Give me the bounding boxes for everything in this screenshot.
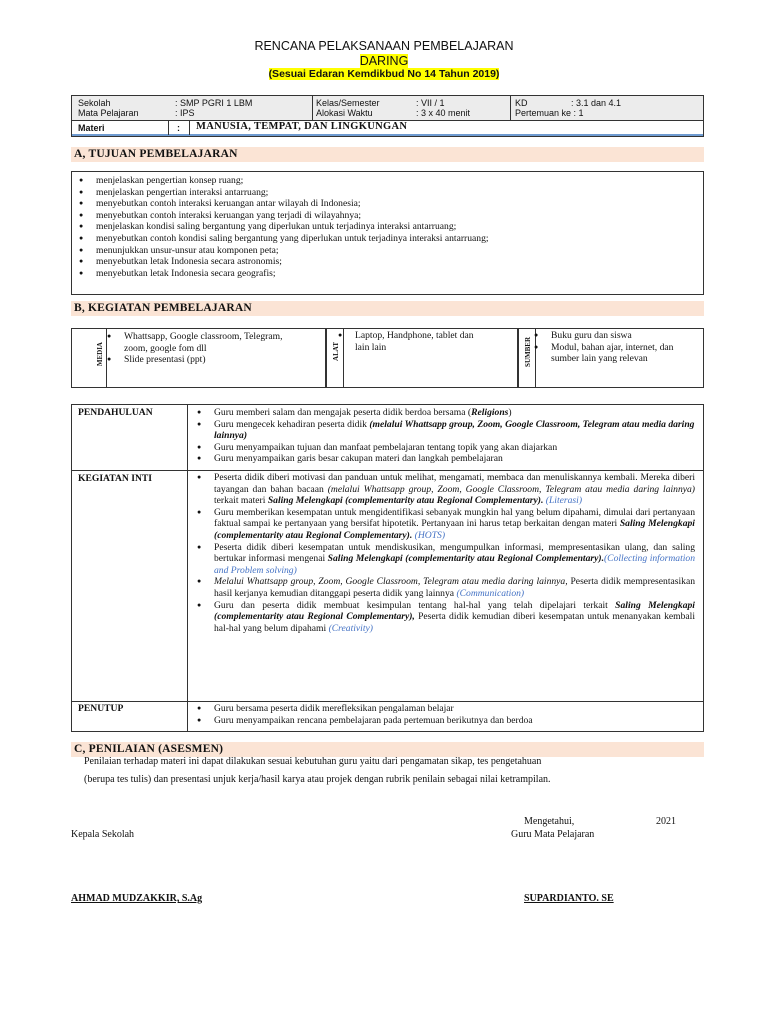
identity-separator: [510, 96, 511, 120]
list-item: ● menunjukkan unsur-unsur atau komponen peta;: [72, 245, 703, 257]
sumber-list: [527, 330, 687, 365]
daring-highlight: DARING: [359, 54, 409, 68]
list-item: ● Guru menyampaikan tujuan dan manfaat pembelajaran tentang topik yang akan diajarkan: [190, 442, 695, 454]
penutup-list: [190, 703, 695, 726]
pendahuluan-list: [190, 407, 695, 465]
alat-label: ALAT: [332, 342, 340, 361]
kd-label: KD: [515, 98, 528, 108]
mapel-label: Mata Pelajaran: [78, 108, 139, 118]
kelas-label: Kelas/Semester: [316, 98, 380, 108]
guru-name: SUPARDIANTO. SE: [524, 893, 614, 904]
penilaian-text-2: (berupa tes tulis) dan presentasi unjuk kerja/hasil karya atau projek dengan rubrik penilain sebagai nilai ketrampilan.: [84, 774, 551, 785]
materi-separator: [189, 121, 190, 135]
mapel-value: : IPS: [175, 108, 195, 118]
activity-row-divider: [72, 701, 703, 702]
materi-label: Materi: [78, 123, 105, 133]
document-title: RENCANA PELAKSANAAN PEMBELAJARAN: [254, 39, 514, 53]
list-item: ● menjelaskan pengertian interaksi antarruang;: [72, 187, 703, 199]
materi-value: MANUSIA, TEMPAT, DAN LINGKUNGAN: [196, 121, 408, 132]
list-item: ● Peserta didik diberi motivasi dan panduan untuk melihat, mengamati, membaca dan menuliskannya kembali. Mereka diberi tayangan dan bahan bacaan (melalui Whattsapp group, Zoom, Google Classroom, Telegram atau media daring lainnya) terkait materi Saling Melengkapi (complementarity atau Regional Complementary). (Literasi): [190, 472, 695, 507]
list-item: ● menyebutkan contoh interaksi keruangan antar wilayah di Indonesia;: [72, 198, 703, 210]
list-item: ● Laptop, Handphone, tablet dan lain lain: [331, 330, 481, 353]
identity-separator: [312, 96, 313, 120]
list-item: ● menyebutkan contoh interaksi keruangan yang terjadi di wilayahnya;: [72, 210, 703, 222]
edaran-highlight: (Sesuai Edaran Kemdikbud No 14 Tahun 2019): [268, 68, 500, 80]
signature-year: 2021: [656, 816, 676, 827]
tujuan-box: [71, 171, 704, 295]
activity-row-divider: [72, 470, 703, 471]
sumber-label: SUMBER: [524, 337, 532, 367]
sekolah-value: : SMP PGRI 1 LBM: [175, 98, 253, 108]
inti-label: KEGIATAN INTI: [78, 473, 153, 484]
list-item: ● Guru bersama peserta didik merefleksikan pengalaman belajar: [190, 703, 695, 715]
list-item: ● Whattsapp, Google classroom, Telegram, zoom, google fom dll: [100, 331, 290, 354]
list-item: ● menjelaskan kondisi saling bergantung yang diperlukan untuk terjadinya interaksi antarruang;: [72, 221, 703, 233]
kelas-value: : VII / 1: [416, 98, 445, 108]
kegiatan-heading: B, KEGIATAN PEMBELAJARAN: [71, 301, 704, 316]
inti-list: [190, 472, 695, 634]
media-cell: [71, 328, 326, 388]
materi-row: [72, 120, 703, 136]
tujuan-list: [72, 175, 703, 279]
list-item: ● Guru menyampaikan garis besar cakupan materi dan langkah pembelajaran: [190, 453, 695, 465]
document-subtitle: [0, 54, 768, 68]
penutup-label: PENUTUP: [78, 703, 124, 714]
list-item: ● Guru memberi salam dan mengajak peserta didik berdoa bersama (Religions): [190, 407, 695, 419]
list-item: ● Guru menyampaikan rencana pembelajaran pada pertemuan berikutnya dan berdoa: [190, 715, 695, 727]
kepala-sekolah-label: Kepala Sekolah: [71, 829, 135, 840]
materi-separator: [168, 121, 169, 135]
list-item: ● Buku guru dan siswa: [527, 330, 687, 342]
alokasi-value: : 3 x 40 menit: [416, 108, 471, 118]
guru-mapel-label: Guru Mata Pelajaran: [511, 829, 595, 840]
penilaian-text-1: Penilaian terhadap materi ini dapat dilakukan sesuai kebutuhan guru yaitu dari pengamatan sikap, tes pengetahuan: [84, 756, 542, 767]
sumber-cell: [518, 328, 704, 388]
list-item: ● menyebutkan letak Indonesia secara astronomis;: [72, 256, 703, 268]
alat-cell: [326, 328, 518, 388]
materi-colon: :: [177, 123, 180, 133]
list-item: ● Slide presentasi (ppt): [100, 354, 290, 366]
mengetahui-text: Mengetahui,: [524, 816, 575, 827]
kepala-sekolah-name: AHMAD MUDZAKKIR, S.Ag: [71, 893, 203, 904]
penilaian-heading: C, PENILAIAN (ASESMEN): [71, 742, 704, 757]
tujuan-heading: A, TUJUAN PEMBELAJARAN: [71, 147, 704, 162]
list-item: ● menyebutkan contoh kondisi saling bergantung yang diperlukan untuk terjadinya interaksi antarruang;: [72, 233, 703, 245]
list-item: ● Guru memberikan kesempatan untuk mengidentifikasi sebanyak mungkin hal yang belum dipahami, dimulai dari pertanyaan faktual sampai ke pertanyaan yang bersifat hipotetik. Pertanyaan ini harus tetap berkaitan dengan materi Saling Melengkapi (complementarity atau Regional Complementary). (HOTS): [190, 507, 695, 542]
pendahuluan-label: PENDAHULUAN: [78, 407, 153, 418]
list-item: ● menyebutkan letak Indonesia secara geografis;: [72, 268, 703, 280]
edaran-note: [0, 68, 768, 80]
sekolah-label: Sekolah: [78, 98, 111, 108]
media-label: MEDIA: [96, 342, 104, 367]
list-item: ● Peserta didik diberi kesempatan untuk mendiskusikan, mengumpulkan informasi, mempresentasikan ulang, dan saling bertukar informasi mengenai Saling Melengkapi (complementarity atau Regional Complementary).(Collecting information and Problem solving): [190, 542, 695, 577]
alokasi-label: Alokasi Waktu: [316, 108, 373, 118]
list-item: ● menjelaskan pengertian konsep ruang;: [72, 175, 703, 187]
kd-value: : 3.1 dan 4.1: [571, 98, 622, 108]
list-item: ● Melalui Whattsapp group, Zoom, Google Classroom, Telegram atau media daring lainnya, Peserta didik mempresentasikan hasil kerjanya kemudian ditanggapi peserta didik yang lainnya (Communication): [190, 576, 695, 599]
list-item: ● Guru mengecek kehadiran peserta didik (melalui Whattsapp group, Zoom, Google Classroom, Telegram atau media daring lainnya): [190, 419, 695, 442]
alat-list: [331, 330, 481, 353]
pertemuan-label: Pertemuan ke : 1: [515, 108, 584, 118]
activity-column-divider: [187, 405, 188, 731]
media-list: [100, 331, 290, 366]
activity-table: [71, 404, 704, 732]
identity-table: [71, 95, 704, 137]
list-item: ● Guru dan peserta didik membuat kesimpulan tentang hal-hal yang telah dipelajari terkait Saling Melengkapi (complementarity atau Regional Complementary), Peserta didik kemudian diberi kesempatan untuk menanyakan kembali hal-hal yang belum dipahami (Creativity): [190, 600, 695, 635]
list-item: ● Modul, bahan ajar, internet, dan sumber lain yang relevan: [527, 342, 687, 365]
